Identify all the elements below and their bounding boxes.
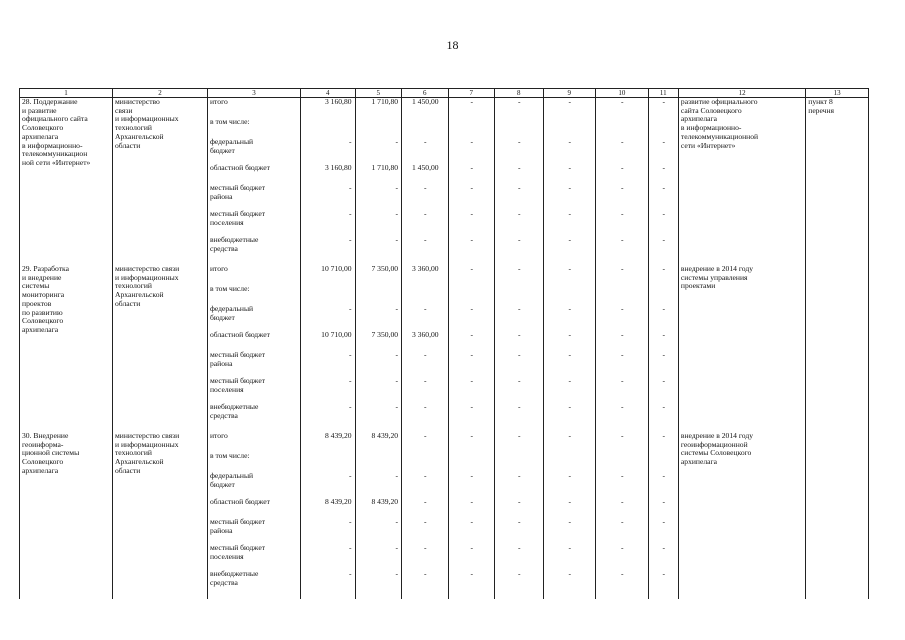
amount-col-8: -	[495, 498, 544, 518]
amount-col-9: -	[543, 210, 596, 236]
amount-col-8: -	[495, 570, 544, 599]
reference	[806, 432, 869, 599]
amount-col-6: -	[402, 210, 448, 236]
amount-col-11: -	[648, 403, 678, 432]
amount-col-6: -	[402, 570, 448, 599]
amount-col-8: -	[495, 544, 544, 570]
amount-col-6	[402, 118, 448, 138]
amount-col-7: -	[448, 570, 494, 599]
amount-col-8: -	[495, 265, 544, 285]
amount-col-6: -	[402, 472, 448, 498]
executor: министерство связи и информационных технологий Архангельской области	[112, 265, 207, 432]
amount-total: -	[300, 570, 355, 599]
amount-col-11: -	[648, 138, 678, 164]
amount-col-9: -	[543, 265, 596, 285]
amount-col-9: -	[543, 351, 596, 377]
amount-col-5: -	[355, 351, 401, 377]
amount-col-8	[495, 452, 544, 472]
amount-col-11: -	[648, 518, 678, 544]
measure-block	[20, 98, 869, 266]
amount-total	[300, 285, 355, 305]
measure-name: 28. Поддержание и развитие официального сайта Соловецкого архипелага в информационно- телекоммуникацион ной сети «Интернет»	[20, 98, 113, 266]
funding-source: в том числе:	[207, 452, 300, 472]
amount-col-10: -	[596, 184, 649, 210]
amount-col-5: -	[355, 138, 401, 164]
measure-block	[20, 265, 869, 432]
amount-col-9: -	[543, 498, 596, 518]
amount-col-6: -	[402, 544, 448, 570]
amount-col-10: -	[596, 210, 649, 236]
amount-col-6: -	[402, 138, 448, 164]
funding-source: федеральный бюджет	[207, 138, 300, 164]
amount-col-8: -	[495, 305, 544, 331]
amount-total: -	[300, 544, 355, 570]
amount-col-10: -	[596, 518, 649, 544]
amount-total: -	[300, 184, 355, 210]
amount-col-8: -	[495, 403, 544, 432]
amount-col-6: -	[402, 305, 448, 331]
funding-source: внебюджетные средства	[207, 570, 300, 599]
page-number: 18	[446, 38, 459, 52]
amount-col-8: -	[495, 138, 544, 164]
amount-col-7: -	[448, 432, 494, 452]
amount-total: -	[300, 377, 355, 403]
expected-result: внедрение в 2014 году геоинформационной системы Соловецкого архипелага	[678, 432, 805, 599]
amount-total: -	[300, 305, 355, 331]
amount-total: -	[300, 351, 355, 377]
amount-col-11: -	[648, 432, 678, 452]
funding-source: местный бюджет района	[207, 184, 300, 210]
amount-col-11: -	[648, 305, 678, 331]
amount-col-6: -	[402, 403, 448, 432]
amount-col-11: -	[648, 236, 678, 265]
table-row	[20, 432, 869, 452]
column-number-2: 2	[112, 89, 207, 98]
amount-total: -	[300, 403, 355, 432]
amount-col-7	[448, 285, 494, 305]
column-number-5: 5	[355, 89, 401, 98]
amount-col-6: -	[402, 236, 448, 265]
funding-source: областной бюджет	[207, 164, 300, 184]
amount-col-10: -	[596, 331, 649, 351]
amount-col-5: -	[355, 518, 401, 544]
amount-col-9: -	[543, 138, 596, 164]
amount-col-5: 7 350,00	[355, 265, 401, 285]
reference: пункт 8 перечня	[806, 98, 869, 266]
executor: министерство связи и информационных технологий Архангельской области	[112, 98, 207, 266]
amount-total: -	[300, 138, 355, 164]
column-number-7: 7	[448, 89, 494, 98]
amount-col-11	[648, 452, 678, 472]
funding-source: местный бюджет района	[207, 351, 300, 377]
amount-col-9: -	[543, 184, 596, 210]
amount-col-5: 8 439,20	[355, 498, 401, 518]
funding-source: итого	[207, 432, 300, 452]
amount-col-10	[596, 118, 649, 138]
amount-col-9: -	[543, 544, 596, 570]
amount-col-10: -	[596, 472, 649, 498]
funding-source: внебюджетные средства	[207, 403, 300, 432]
column-number-1: 1	[20, 89, 113, 98]
amount-col-9	[543, 452, 596, 472]
amount-col-10: -	[596, 377, 649, 403]
amount-col-7: -	[448, 544, 494, 570]
amount-col-9: -	[543, 305, 596, 331]
amount-col-8: -	[495, 432, 544, 452]
column-number-4: 4	[300, 89, 355, 98]
expected-result: развитие официального сайта Соловецкого архипелага в информационно- телекоммуникационной сети «Интернет»	[678, 98, 805, 266]
amount-col-7	[448, 452, 494, 472]
amount-col-5: -	[355, 570, 401, 599]
amount-total: 8 439,20	[300, 498, 355, 518]
amount-col-5	[355, 285, 401, 305]
amount-col-6: 3 360,00	[402, 331, 448, 351]
amount-col-7: -	[448, 305, 494, 331]
amount-col-7: -	[448, 403, 494, 432]
budget-table	[19, 88, 869, 599]
amount-col-11	[648, 285, 678, 305]
amount-col-9: -	[543, 331, 596, 351]
amount-col-10	[596, 452, 649, 472]
amount-col-8	[495, 285, 544, 305]
amount-col-11: -	[648, 164, 678, 184]
amount-col-9: -	[543, 570, 596, 599]
amount-col-10: -	[596, 351, 649, 377]
amount-col-9	[543, 118, 596, 138]
amount-col-8: -	[495, 518, 544, 544]
executor: министерство связи и информационных технологий Архангельской области	[112, 432, 207, 599]
amount-col-10	[596, 285, 649, 305]
amount-col-9: -	[543, 164, 596, 184]
amount-col-11: -	[648, 351, 678, 377]
amount-col-6: -	[402, 432, 448, 452]
funding-source: федеральный бюджет	[207, 472, 300, 498]
amount-col-5: 1 710,80	[355, 98, 401, 119]
column-number-3: 3	[207, 89, 300, 98]
amount-col-7: -	[448, 472, 494, 498]
amount-col-9: -	[543, 98, 596, 119]
amount-total: -	[300, 472, 355, 498]
amount-col-6	[402, 452, 448, 472]
amount-col-10: -	[596, 164, 649, 184]
column-number-8: 8	[495, 89, 544, 98]
amount-total: 3 160,80	[300, 98, 355, 119]
funding-source: федеральный бюджет	[207, 305, 300, 331]
amount-col-7: -	[448, 377, 494, 403]
funding-source: местный бюджет района	[207, 518, 300, 544]
amount-total: -	[300, 518, 355, 544]
column-number-11: 11	[648, 89, 678, 98]
amount-col-5: -	[355, 472, 401, 498]
amount-col-7: -	[448, 184, 494, 210]
measure-name: 30. Внедрение геоинформа- ционной системы Соловецкого архипелага	[20, 432, 113, 599]
amount-col-8: -	[495, 472, 544, 498]
amount-col-7: -	[448, 164, 494, 184]
amount-col-10: -	[596, 403, 649, 432]
amount-col-6	[402, 285, 448, 305]
amount-col-5: -	[355, 403, 401, 432]
funding-source: в том числе:	[207, 285, 300, 305]
funding-source: областной бюджет	[207, 331, 300, 351]
funding-source: местный бюджет поселения	[207, 377, 300, 403]
amount-col-6: -	[402, 351, 448, 377]
column-number-13: 13	[806, 89, 869, 98]
column-number-6: 6	[402, 89, 448, 98]
amount-col-9: -	[543, 236, 596, 265]
amount-col-10: -	[596, 138, 649, 164]
amount-col-10: -	[596, 98, 649, 119]
amount-col-7: -	[448, 138, 494, 164]
amount-col-7: -	[448, 265, 494, 285]
amount-col-10: -	[596, 570, 649, 599]
amount-total: 10 710,00	[300, 331, 355, 351]
amount-col-8	[495, 118, 544, 138]
amount-col-7	[448, 118, 494, 138]
measure-name: 29. Разработка и внедрение системы мониторинга проектов по развитию Соловецкого архипелага	[20, 265, 113, 432]
amount-total: -	[300, 210, 355, 236]
amount-col-8: -	[495, 351, 544, 377]
amount-col-9: -	[543, 518, 596, 544]
funding-source: итого	[207, 98, 300, 119]
amount-total: 10 710,00	[300, 265, 355, 285]
amount-col-5: 1 710,80	[355, 164, 401, 184]
funding-source: местный бюджет поселения	[207, 210, 300, 236]
amount-col-11: -	[648, 331, 678, 351]
amount-col-6: -	[402, 498, 448, 518]
amount-col-5	[355, 118, 401, 138]
amount-col-11: -	[648, 265, 678, 285]
amount-col-5	[355, 452, 401, 472]
amount-col-11: -	[648, 570, 678, 599]
amount-col-9: -	[543, 432, 596, 452]
amount-col-10: -	[596, 305, 649, 331]
amount-col-7: -	[448, 236, 494, 265]
expected-result: внедрение в 2014 году системы управления проектами	[678, 265, 805, 432]
funding-source: местный бюджет поселения	[207, 544, 300, 570]
amount-col-11: -	[648, 98, 678, 119]
amount-col-6: -	[402, 184, 448, 210]
amount-col-5: -	[355, 544, 401, 570]
reference	[806, 265, 869, 432]
amount-col-8: -	[495, 377, 544, 403]
amount-col-6: 1 450,00	[402, 164, 448, 184]
amount-col-6: -	[402, 377, 448, 403]
amount-col-11	[648, 118, 678, 138]
amount-col-10: -	[596, 432, 649, 452]
amount-col-8: -	[495, 98, 544, 119]
amount-total	[300, 452, 355, 472]
amount-col-9: -	[543, 472, 596, 498]
amount-col-9: -	[543, 377, 596, 403]
table-row	[20, 265, 869, 285]
amount-col-9	[543, 285, 596, 305]
amount-col-7: -	[448, 518, 494, 544]
amount-col-7: -	[448, 98, 494, 119]
funding-source: в том числе:	[207, 118, 300, 138]
amount-col-5: -	[355, 210, 401, 236]
amount-col-5: 7 350,00	[355, 331, 401, 351]
column-number-9: 9	[543, 89, 596, 98]
amount-col-10: -	[596, 236, 649, 265]
amount-col-8: -	[495, 164, 544, 184]
amount-col-11: -	[648, 210, 678, 236]
amount-col-6: 1 450,00	[402, 98, 448, 119]
amount-col-5: -	[355, 377, 401, 403]
amount-col-11: -	[648, 498, 678, 518]
amount-col-10: -	[596, 265, 649, 285]
amount-total: -	[300, 236, 355, 265]
funding-source: итого	[207, 265, 300, 285]
amount-col-8: -	[495, 210, 544, 236]
table-row	[20, 98, 869, 119]
amount-col-11: -	[648, 544, 678, 570]
amount-total: 8 439,20	[300, 432, 355, 452]
amount-col-5: -	[355, 305, 401, 331]
amount-col-11: -	[648, 184, 678, 210]
amount-col-10: -	[596, 544, 649, 570]
amount-total	[300, 118, 355, 138]
amount-col-7: -	[448, 498, 494, 518]
amount-col-6: 3 360,00	[402, 265, 448, 285]
amount-total: 3 160,80	[300, 164, 355, 184]
measure-block	[20, 432, 869, 599]
amount-col-5: -	[355, 236, 401, 265]
amount-col-7: -	[448, 210, 494, 236]
amount-col-11: -	[648, 472, 678, 498]
amount-col-8: -	[495, 236, 544, 265]
amount-col-6: -	[402, 518, 448, 544]
amount-col-8: -	[495, 184, 544, 210]
amount-col-5: -	[355, 184, 401, 210]
funding-source: областной бюджет	[207, 498, 300, 518]
amount-col-11: -	[648, 377, 678, 403]
amount-col-7: -	[448, 331, 494, 351]
amount-col-5: 8 439,20	[355, 432, 401, 452]
column-number-10: 10	[596, 89, 649, 98]
amount-col-10: -	[596, 498, 649, 518]
funding-source: внебюджетные средства	[207, 236, 300, 265]
amount-col-8: -	[495, 331, 544, 351]
amount-col-7: -	[448, 351, 494, 377]
column-number-12: 12	[678, 89, 805, 98]
amount-col-9: -	[543, 403, 596, 432]
